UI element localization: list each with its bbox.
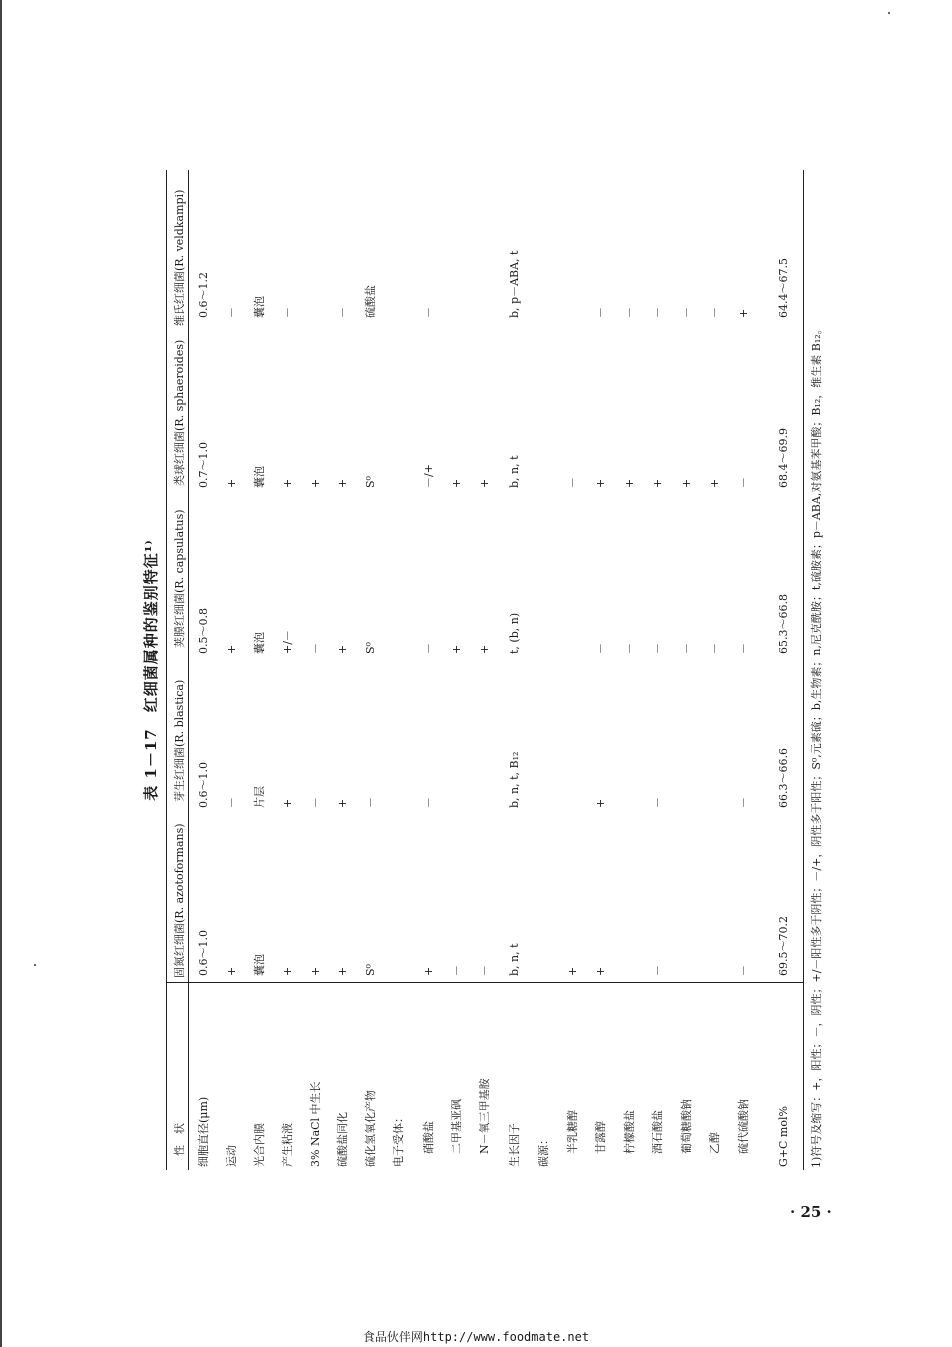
table-cell: 0.6～1.0 <box>197 762 210 808</box>
row-label: 3% NaCl 中生长 <box>309 1081 322 1167</box>
row-label: 乙醇 <box>708 1132 721 1154</box>
row-label: 电子受体： <box>392 1112 405 1167</box>
table-cell: －/+ <box>422 464 435 488</box>
header-species-4: 类球红细菌(R. sphaeroides) <box>173 339 186 486</box>
table-cell: － <box>225 797 238 808</box>
table-cell: + <box>281 966 294 976</box>
table-cell: － <box>422 307 435 318</box>
row-label: 酒石酸盐 <box>651 1110 664 1154</box>
table-cell: 囊泡 <box>253 632 266 654</box>
row-label: 甘露醇 <box>594 1121 607 1154</box>
table-cell: + <box>225 966 238 976</box>
table-cell: + <box>737 308 750 318</box>
table-cell: + <box>651 478 664 488</box>
table-cell: 66.3～66.6 <box>777 748 790 808</box>
header-label-column: 性 状 <box>173 1123 186 1156</box>
table-cell: 0.6～1.0 <box>197 930 210 976</box>
table-cell: + <box>566 966 579 976</box>
row-label: 柠檬酸盐 <box>623 1110 636 1154</box>
table-cell: － <box>566 477 579 488</box>
table-cell: － <box>281 307 294 318</box>
table-cell: － <box>737 797 750 808</box>
table-cell: + <box>309 478 322 488</box>
table-cell: 0.7～1.0 <box>197 442 210 488</box>
row-label: 葡萄糖酸钠 <box>680 1099 693 1154</box>
table-cell: +/－ <box>281 630 294 654</box>
table-cell: 0.6～1.2 <box>197 272 210 318</box>
row-label: 硫化氢氧化产物 <box>364 1090 377 1167</box>
row-label: 硝酸盐 <box>422 1121 435 1154</box>
table-cell: + <box>594 478 607 488</box>
table-cell: + <box>450 644 463 654</box>
table-cell: － <box>651 965 664 976</box>
table-cell: + <box>594 798 607 808</box>
table-cell: S⁰ <box>364 642 377 654</box>
table-cell: － <box>309 643 322 654</box>
row-label: 生长因子 <box>508 1123 521 1167</box>
scan-speck <box>34 964 36 966</box>
row-label: 细胞直径(μm) <box>197 1096 210 1167</box>
table-cell: + <box>450 478 463 488</box>
table-cell: 64.4～67.5 <box>777 258 790 318</box>
row-label: 碳源： <box>537 1134 550 1167</box>
watermark: 食品伙伴网http://www.foodmate.net <box>362 1330 590 1344</box>
table-cell: 69.5～70.2 <box>777 916 790 976</box>
table-cell: － <box>651 307 664 318</box>
row-label: 二甲基亚砜 <box>450 1099 463 1154</box>
table-cell: + <box>336 966 349 976</box>
table-cell: + <box>478 478 491 488</box>
table-cell: － <box>422 643 435 654</box>
table-cell: － <box>680 307 693 318</box>
table-cell: 65.3～66.8 <box>777 594 790 654</box>
table-cell: + <box>594 966 607 976</box>
rotated-table-region <box>140 170 840 1170</box>
bottom-rule <box>803 170 804 1170</box>
table-cell: － <box>336 307 349 318</box>
table-cell: － <box>594 643 607 654</box>
table-cell: － <box>708 643 721 654</box>
header-species-1: 固氮红细菌(R. azotoformans) <box>173 823 186 978</box>
table-cell: 囊泡 <box>253 296 266 318</box>
table-cell: t, (b, n) <box>508 612 521 654</box>
table-title: 表 1－17 红细菌属种的鉴别特征¹⁾ <box>142 539 160 801</box>
table-cell: + <box>225 478 238 488</box>
table-cell: － <box>364 797 377 808</box>
row-label: G+C mol% <box>777 1106 790 1167</box>
table-cell: + <box>336 798 349 808</box>
top-rule <box>166 170 167 1170</box>
table-cell: － <box>737 477 750 488</box>
scan-speck <box>888 12 890 14</box>
table-cell: 囊泡 <box>253 466 266 488</box>
table-cell: － <box>309 797 322 808</box>
header-species-3: 荚膜红细菌(R. capsulatus) <box>173 509 186 648</box>
header-species-5: 维氏红细菌(R. veldkampi) <box>173 189 186 326</box>
table-cell: + <box>281 798 294 808</box>
row-label: 运动 <box>225 1145 238 1167</box>
table-cell: b, n, t <box>508 943 521 976</box>
table-cell: － <box>225 307 238 318</box>
row-label: 产生粘液 <box>281 1123 294 1167</box>
footnote: 1)符号及缩写：+，阳性；－，阴性；+/－阳性多于阴性；－/+，阴性多于阳性；S⁰,元素硫；b,生物素；n,尼克酰胺；t,硫胺素；p－ABA,对氨基苯甲酸；B₁₂，维生素 B₁₂。 <box>810 323 823 1168</box>
table-cell: b, p－ABA, t <box>508 250 521 318</box>
table-cell: S⁰ <box>364 476 377 488</box>
table-cell: + <box>309 966 322 976</box>
row-label: 硫酸盐同化 <box>336 1112 349 1167</box>
table-cell: － <box>651 643 664 654</box>
scan-page-edge <box>0 0 2 1347</box>
table-cell: － <box>594 307 607 318</box>
table-cell: 68.4～69.9 <box>777 428 790 488</box>
table-cell: － <box>708 307 721 318</box>
table-cell: b, n, t, B₁₂ <box>508 751 521 808</box>
table-cell: － <box>623 307 636 318</box>
table-cell: 囊泡 <box>253 954 266 976</box>
table-cell: － <box>737 643 750 654</box>
header-rule <box>188 170 189 1170</box>
header-species-2: 芽生红细菌(R. blastica) <box>173 679 186 802</box>
table-cell: － <box>478 965 491 976</box>
column-separator <box>166 982 803 983</box>
table-cell: 硫酸盐 <box>364 285 377 318</box>
table-cell: + <box>422 966 435 976</box>
table-cell: － <box>737 965 750 976</box>
table-cell: + <box>336 478 349 488</box>
table-cell: 片层 <box>253 786 266 808</box>
row-label: 光合内膜 <box>253 1123 266 1167</box>
table-cell: － <box>651 797 664 808</box>
row-label: 半乳糖醇 <box>566 1110 579 1154</box>
table-cell: － <box>422 797 435 808</box>
row-label: 硫代硫酸钠 <box>737 1099 750 1154</box>
table-cell: b, n, t <box>508 455 521 488</box>
table-cell: + <box>623 478 636 488</box>
page-number: · 25 · <box>790 1203 832 1221</box>
table-cell: + <box>336 644 349 654</box>
table-cell: － <box>623 643 636 654</box>
table-cell: － <box>680 643 693 654</box>
row-label: N－氧三甲基胺 <box>478 1078 491 1154</box>
table-cell: S⁰ <box>364 964 377 976</box>
table-cell: + <box>708 478 721 488</box>
table-cell: － <box>450 965 463 976</box>
table-cell: + <box>680 478 693 488</box>
table-cell: + <box>281 478 294 488</box>
table-cell: + <box>225 644 238 654</box>
table-cell: 0.5～0.8 <box>197 608 210 654</box>
table-cell: + <box>478 644 491 654</box>
